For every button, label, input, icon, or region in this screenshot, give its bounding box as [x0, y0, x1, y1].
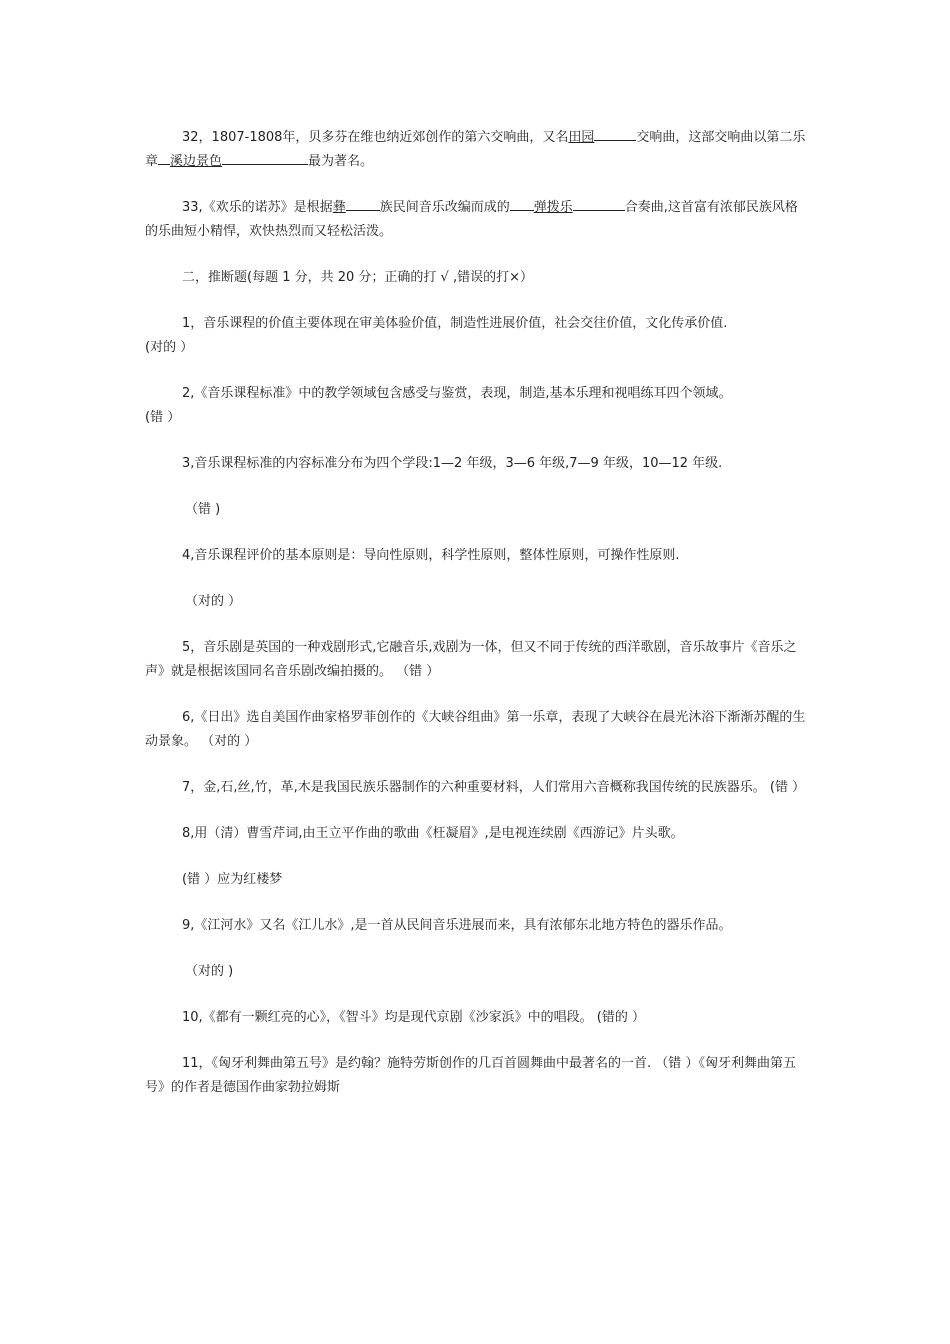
blank-line: [594, 128, 636, 141]
judgment-answer-8: (错 ）应为红楼梦: [182, 872, 283, 887]
judgment-item-2: 2,《音乐课程标准》中的教学领域包含感受与鉴赏，表现，制造,基本乐理和视唱练耳四个领域。: [182, 386, 732, 401]
blank-answer-32b: 溪边景色: [170, 154, 223, 169]
judgment-item-6: 6,《日出》选自美国作曲家格罗菲创作的《大峡谷组曲》第一乐章，表现了大峡谷在晨光沐浴下渐渐苏醒的生动景象。 （对的 ）: [145, 710, 806, 749]
document-page: [145, 126, 810, 1100]
blank-line: [222, 152, 308, 165]
judgment-item-5: 5，音乐剧是英国的一种戏剧形式,它融音乐,戏剧为一体，但又不同于传统的西洋歌剧，音乐故事片《音乐之声》就是根据该国同名音乐剧改编拍摄的。 （错 ）: [145, 640, 797, 679]
judgment-answer-4: （对的 ）: [185, 594, 242, 609]
judgment-answer-2: (错 ）: [145, 410, 181, 425]
judgment-item-4: 4,音乐课程评价的基本原则是：导向性原则，科学性原则，整体性原则，可操作性原则.: [182, 548, 680, 563]
judgment-item-8: 8,用（清）曹雪芹词,由王立平作曲的歌曲《枉凝眉》,是电视连续剧《西游记》片头歌。: [182, 826, 684, 841]
blank-line: [158, 152, 170, 165]
judgment-item-11: 11，《匈牙利舞曲第五号》是约翰？施特劳斯创作的几百首圆舞曲中最著名的一首. （错 ）《匈牙利舞曲第五号》的作者是德国作曲家勃拉姆斯: [145, 1056, 796, 1095]
blank-line: [573, 198, 625, 211]
blank-answer-32a: 田园: [568, 130, 595, 145]
blank-answer-33a: 彝: [332, 200, 346, 215]
judgment-item-1: 1，音乐课程的价值主要体现在审美体验价值，制造性进展价值，社会交往价值，文化传承价值.: [182, 316, 728, 331]
section-title-judgment: 二，推断题(每题 1 分，共 20 分；正确的打 √ ,错误的打×）: [182, 270, 533, 285]
question-33: 33,《欢乐的诺苏》是根据彝 族民间音乐改编而成的 弹拨乐 合奏曲,这首富有浓郁民族风格的乐曲短小精悍，欢快热烈而又轻松活泼。: [145, 200, 798, 239]
question-32: 32，1807-1808年，贝多芬在维也纳近郊创作的第六交响曲，又名田园 交响曲，这部交响曲以第二乐章 溪边景色 最为著名。: [145, 130, 806, 169]
judgment-item-9: 9,《江河水》又名《江儿水》,是一首从民间音乐进展而来，具有浓郁东北地方特色的器乐作品。: [182, 918, 732, 933]
judgment-answer-1: (对的 ）: [145, 340, 194, 355]
judgment-answer-9: （对的 ): [185, 964, 234, 979]
judgment-answer-3: （错 ): [185, 502, 221, 517]
blank-answer-33b: 弹拨乐: [533, 200, 573, 215]
blank-line: [510, 198, 534, 211]
judgment-item-7: 7，金,石,丝,竹，革,木是我国民族乐器制作的六种重要材料，人们常用六音概称我国传统的民族器乐。 (错 ）: [182, 780, 806, 795]
blank-line: [346, 198, 380, 211]
judgment-item-10: 10,《都有一颗红亮的心》，《智斗》均是现代京剧《沙家浜》中的唱段。 (错的 ）: [182, 1010, 646, 1025]
judgment-item-3: 3,音乐课程标准的内容标准分布为四个学段:1—2 年级，3—6 年级,7—9 年级，10—12 年级.: [182, 456, 723, 471]
